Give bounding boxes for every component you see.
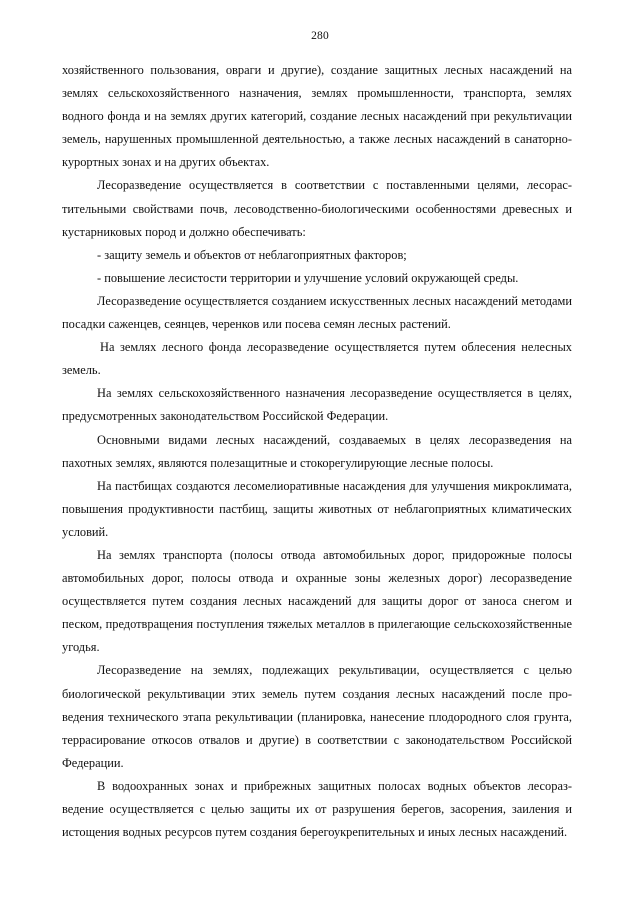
paragraph: На землях сельскохозяйственного назначения лесоразведение осуществляется в целях, предусмотренных законодательством Российской Федерации. [62,386,572,424]
paragraph: В водоохранных зонах и прибрежных защитных полосах водных объектов лесоразведение осуществляется с целью защиты их от разрушения берегов, засорения, заиления и истощения водных ресурсов путем создания берегоукрепительных и иных лесных насаждений. [62,778,572,840]
document-body [62,59,572,844]
paragraph: Лесоразведение осуществляется созданием искусственных лесных насаждений методами посадки саженцев, сеянцев, черенков или посева семян лесных растений. [62,293,572,332]
page-number: 280 [311,30,329,42]
paragraph: Лесоразведение осуществляется в соответствии с поставленными целями, лесорастительными свойствами почв, лесоводственно-биологическими особенностями древесных и кустарниковых пород и должно обеспечивать: [62,178,572,239]
list-item: - защиту земель и объектов от неблагоприятных факторов; [97,247,407,262]
paragraph: Лесоразведение на землях, подлежащих рекультивации, осуществляется с целью биологической рекультивации этих земель путем создания лесных насаждений после проведения технического этапа рекультивации (планировка, нанесение плодородного слоя грунта, террасирование откосов отвалов и другие) в соответствии с законодательством Российской Федерации. [62,663,572,770]
paragraph: На землях лесного фонда лесоразведение осуществляется путем облесения нелесных земель. [62,340,572,378]
paragraph: На землях транспорта (полосы отвода автомобильных дорог, придорожные полосы автомобильных дорог, полосы отвода и охранные зоны железных дорог) лесоразведение осуществляется путем создания лесных насаждений для защиты дорог от заноса снегом и песком, предотвращения поступления тяжелых металлов в прилегающие сельскохозяйственные угодья. [62,547,572,655]
paragraph: На пастбищах создаются лесомелиоративные насаждения для улучшения микроклимата, повышения продуктивности пастбищ, защиты животных от неблагоприятных климатических условий. [62,478,572,539]
paragraph-continuation: хозяйственного пользования, овраги и другие), создание защитных лесных насаждений на землях сельскохозяйственного назначения, землях промышленности, транспорта, землях водного фонда и на землях других категорий, создание лесных насаждений при рекультиvации земель, нарушенных промышленной деятельностью, а также лесных насаждений в санаторно-курортных зонах и на других объектах. [62,63,572,170]
paragraph: Основными видами лесных насаждений, создаваемых в целях лесоразведения на пахотных землях, являются полезащитные и стокорегулирующие лесные полосы. [62,432,572,470]
list-item: - повышение лесистости территории и улучшение условий окружающей среды. [97,270,519,285]
